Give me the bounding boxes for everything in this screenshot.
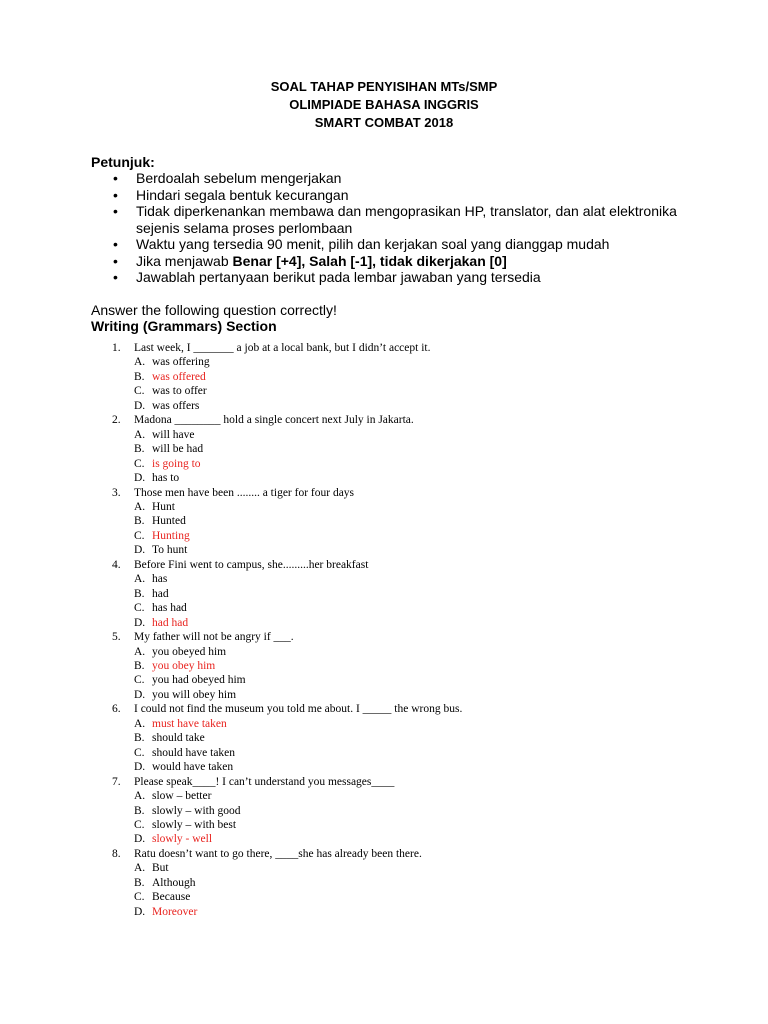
answer-option — [112, 861, 672, 875]
document-header — [0, 78, 768, 132]
question-number: 5. — [112, 631, 121, 644]
answer-option — [112, 601, 672, 615]
option-text: has to — [152, 472, 180, 485]
answer-option — [112, 572, 672, 586]
option-text: Hunted — [152, 515, 186, 528]
correct-option-text: Moreover — [152, 905, 198, 918]
option-text: you will obey him — [152, 688, 237, 701]
question-text: Madona ________ hold a single concert next July in Jakarta. — [134, 414, 414, 427]
option-letter: C. — [134, 674, 145, 687]
answer-option — [112, 688, 672, 702]
question-text: I could not find the museum you told me about. I _____ the wrong bus. — [134, 703, 463, 716]
correct-option-text: slowly - well — [152, 833, 213, 846]
correct-option-text: Hunting — [152, 529, 190, 542]
header-line-3: SMART COMBAT 2018 — [314, 115, 454, 130]
option-letter: B. — [134, 732, 145, 745]
option-text: Although — [152, 876, 196, 889]
option-text: has had — [152, 602, 187, 615]
question-3 — [112, 486, 672, 500]
option-letter: C. — [134, 602, 145, 615]
instruction-item: • Tidak diperkenankan membawa dan mengoprasikan HP, translator, dan alat elektronika sejenis selama proses perlombaan — [91, 203, 691, 236]
question-number: 7. — [112, 775, 121, 788]
question-number: 1. — [112, 342, 121, 354]
option-letter: A. — [134, 500, 146, 513]
answer-option — [112, 832, 672, 846]
option-letter: D. — [134, 905, 146, 918]
option-text: slowly – with good — [152, 804, 241, 817]
option-letter: B. — [134, 659, 145, 672]
instruction-item: • Berdoalah sebelum mengerjakan — [91, 170, 691, 187]
option-text: will be had — [152, 443, 204, 456]
option-letter: B. — [134, 876, 145, 889]
instructions-title: Petunjuk: — [91, 154, 155, 170]
option-letter: A. — [134, 428, 146, 441]
option-text: Hunt — [152, 500, 175, 513]
answer-option — [112, 384, 672, 398]
option-text: you had obeyed him — [152, 674, 246, 687]
option-text: will have — [152, 428, 195, 441]
option-text: was to offer — [152, 385, 207, 398]
answer-option — [112, 717, 672, 731]
option-letter: D. — [134, 833, 146, 846]
option-letter: D. — [134, 544, 146, 557]
question-text: Last week, I _______ a job at a local bank, but I didn’t accept it. — [134, 342, 431, 354]
option-text: should take — [152, 732, 205, 745]
question-number: 4. — [112, 558, 121, 571]
question-text: Please speak____! I can’t understand you messages____ — [134, 775, 395, 788]
answer-option — [112, 731, 672, 745]
option-letter: C. — [134, 457, 145, 470]
answer-option — [112, 543, 672, 557]
question-4 — [112, 558, 672, 572]
option-letter: C. — [134, 746, 145, 759]
answer-option — [112, 760, 672, 774]
correct-option-text: you obey him — [152, 659, 216, 672]
option-letter: B. — [134, 515, 145, 528]
option-text: Because — [152, 891, 191, 904]
option-text: had — [152, 587, 169, 600]
answer-option — [112, 587, 672, 601]
option-letter: C. — [134, 385, 145, 398]
option-letter: C. — [134, 818, 145, 831]
option-letter: A. — [134, 790, 146, 803]
intro-text: Answer the following question correctly! — [91, 302, 337, 318]
question-5 — [112, 630, 672, 644]
question-number: 2. — [112, 414, 121, 427]
option-letter: D. — [134, 399, 146, 412]
section-title: Writing (Grammars) Section — [91, 318, 277, 334]
question-6 — [112, 702, 672, 716]
answer-option — [112, 804, 672, 818]
option-text: was offers — [152, 399, 200, 412]
option-letter: A. — [134, 573, 146, 586]
question-list — [112, 341, 672, 919]
option-letter: A. — [134, 645, 146, 658]
answer-option — [112, 905, 672, 919]
question-text: My father will not be angry if ___. — [134, 631, 294, 644]
scoring-rules: Benar [+4], Salah [-1], tidak dikerjakan [0] — [232, 252, 507, 269]
answer-option — [112, 428, 672, 442]
option-text: would have taken — [152, 761, 234, 774]
instructions-list — [91, 170, 691, 286]
option-letter: A. — [134, 717, 146, 730]
answer-option — [112, 529, 672, 543]
correct-option-text: is going to — [152, 457, 201, 470]
correct-option-text: had had — [152, 616, 189, 629]
option-text: slow – better — [152, 790, 212, 803]
option-text: has — [152, 573, 168, 586]
option-letter: B. — [134, 587, 145, 600]
option-text: you obeyed him — [152, 645, 227, 658]
instruction-item: • Hindari segala bentuk kecurangan — [91, 187, 691, 204]
question-2 — [112, 413, 672, 427]
question-number: 8. — [112, 847, 121, 860]
correct-option-text: must have taken — [152, 717, 227, 730]
instruction-item: • Waktu yang tersedia 90 menit, pilih dan kerjakan soal yang dianggap mudah — [91, 236, 691, 253]
option-letter: D. — [134, 688, 146, 701]
question-text: Before Fini went to campus, she.........her breakfast — [134, 558, 369, 571]
option-letter: D. — [134, 616, 146, 629]
answer-option — [112, 673, 672, 687]
answer-option — [112, 500, 672, 514]
question-7 — [112, 775, 672, 789]
question-number: 3. — [112, 486, 121, 499]
answer-option — [112, 890, 672, 904]
correct-option-text: was offered — [152, 370, 206, 383]
option-text: slowly – with best — [152, 818, 237, 831]
answer-option — [112, 442, 672, 456]
option-letter: C. — [134, 891, 145, 904]
instruction-item: • Jawablah pertanyaan berikut pada lembar jawaban yang tersedia — [91, 269, 691, 286]
answer-option — [112, 471, 672, 485]
answer-option — [112, 355, 672, 369]
option-text: was offering — [152, 356, 210, 369]
answer-option — [112, 659, 672, 673]
question-text: Those men have been ........ a tiger for four days — [134, 486, 355, 499]
answer-option — [112, 818, 672, 832]
instruction-item-scoring — [91, 253, 691, 270]
option-text: To hunt — [152, 544, 188, 557]
question-8 — [112, 847, 672, 861]
option-letter: A. — [134, 862, 146, 875]
header-line-2: OLIMPIADE BAHASA INGGRIS — [289, 97, 479, 112]
answer-option — [112, 645, 672, 659]
question-1 — [112, 341, 672, 355]
option-text: But — [152, 862, 169, 875]
option-letter: B. — [134, 804, 145, 817]
answer-option — [112, 876, 672, 890]
question-number: 6. — [112, 703, 121, 716]
answer-option — [112, 399, 672, 413]
option-text: should have taken — [152, 746, 236, 759]
option-letter: D. — [134, 472, 146, 485]
option-letter: B. — [134, 443, 145, 456]
answer-option — [112, 370, 672, 384]
header-line-1: SOAL TAHAP PENYISIHAN MTs/SMP — [270, 79, 498, 94]
answer-option — [112, 789, 672, 803]
option-letter: B. — [134, 370, 145, 383]
scoring-prefix: Jika menjawab — [136, 252, 233, 269]
answer-option — [112, 746, 672, 760]
answer-option — [112, 616, 672, 630]
question-text: Ratu doesn’t want to go there, ____she has already been there. — [134, 847, 422, 860]
answer-option — [112, 514, 672, 528]
answer-option — [112, 457, 672, 471]
option-letter: A. — [134, 356, 146, 369]
option-letter: D. — [134, 761, 146, 774]
option-letter: C. — [134, 529, 145, 542]
